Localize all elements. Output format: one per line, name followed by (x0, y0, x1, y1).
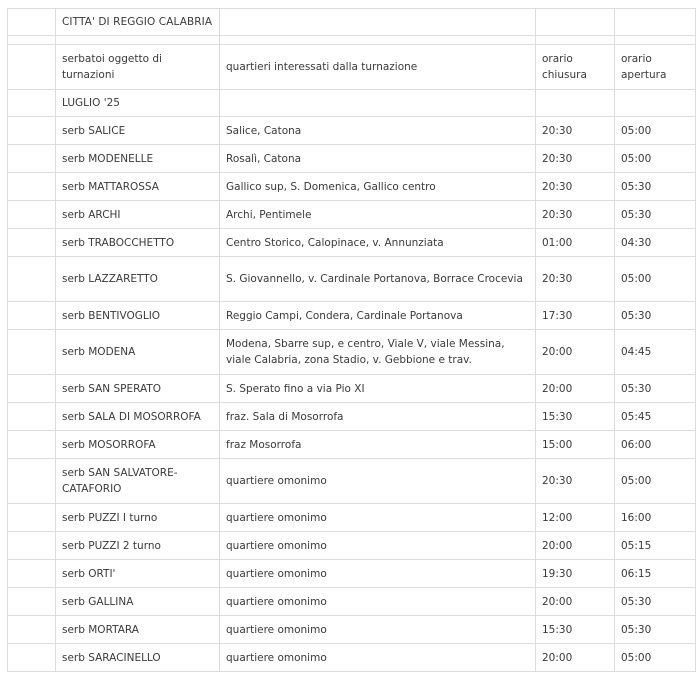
serbatoio-cell: serb MODENELLE (56, 145, 220, 173)
quartieri-cell: quartiere omonimo (220, 616, 536, 644)
month-row (8, 90, 696, 117)
table-row (8, 229, 696, 257)
quartieri-cell: quartiere omonimo (220, 588, 536, 616)
empty-cell (8, 644, 56, 672)
title-row (8, 9, 696, 36)
serbatoio-cell: serb SAN SALVATORE-CATAFORIO (56, 459, 220, 504)
empty-cell (8, 459, 56, 504)
table-row (8, 616, 696, 644)
quartieri-cell: quartiere omonimo (220, 459, 536, 504)
chiusura-cell: 15:30 (536, 616, 615, 644)
apertura-cell: 05:30 (615, 201, 696, 229)
serbatoio-cell: serb MOSORROFA (56, 431, 220, 459)
chiusura-cell: 20:30 (536, 173, 615, 201)
empty-cell (8, 504, 56, 532)
apertura-cell: 05:15 (615, 532, 696, 560)
table-row (8, 504, 696, 532)
table-row (8, 459, 696, 504)
table-row (8, 644, 696, 672)
schedule-table-wrapper (7, 8, 695, 672)
empty-cell (56, 36, 220, 45)
apertura-cell: 05:00 (615, 644, 696, 672)
empty-cell (8, 532, 56, 560)
chiusura-cell: 20:30 (536, 145, 615, 173)
quartieri-cell: Salice, Catona (220, 117, 536, 145)
serbatoio-cell: serb GALLINA (56, 588, 220, 616)
table-row (8, 257, 696, 302)
quartieri-cell: quartiere omonimo (220, 532, 536, 560)
header-serbatoi: serbatoi oggetto di turnazioni (56, 45, 220, 90)
chiusura-cell: 17:30 (536, 302, 615, 330)
empty-cell (8, 330, 56, 375)
table-row (8, 302, 696, 330)
chiusura-cell: 12:00 (536, 504, 615, 532)
quartieri-cell: Modena, Sbarre sup, e centro, Viale V, viale Messina, viale Calabria, zona Stadio, v. Gebbione e trav. (220, 330, 536, 375)
chiusura-cell: 20:00 (536, 375, 615, 403)
empty-cell (615, 90, 696, 117)
header-row (8, 45, 696, 90)
chiusura-cell: 20:00 (536, 532, 615, 560)
table-row (8, 330, 696, 375)
header-quartieri: quartieri interessati dalla turnazione (220, 45, 536, 90)
serbatoio-cell: serb TRABOCCHETTO (56, 229, 220, 257)
apertura-cell: 05:00 (615, 145, 696, 173)
chiusura-cell: 20:30 (536, 117, 615, 145)
serbatoio-cell: serb BENTIVOGLIO (56, 302, 220, 330)
empty-cell (8, 229, 56, 257)
quartieri-cell: quartiere omonimo (220, 504, 536, 532)
empty-cell (8, 36, 56, 45)
serbatoio-cell: serb ORTI' (56, 560, 220, 588)
apertura-cell: 05:30 (615, 616, 696, 644)
table-row (8, 201, 696, 229)
table-title: CITTA' DI REGGIO CALABRIA (56, 9, 220, 36)
table-row (8, 117, 696, 145)
month-label: LUGLIO '25 (56, 90, 220, 117)
empty-cell (8, 173, 56, 201)
empty-cell (536, 36, 615, 45)
table-row (8, 403, 696, 431)
empty-cell (220, 9, 536, 36)
apertura-cell: 05:45 (615, 403, 696, 431)
table-row (8, 145, 696, 173)
chiusura-cell: 20:30 (536, 201, 615, 229)
table-row (8, 532, 696, 560)
serbatoio-cell: serb SARACINELLO (56, 644, 220, 672)
serbatoio-cell: serb PUZZI 2 turno (56, 532, 220, 560)
serbatoio-cell: serb MORTARA (56, 616, 220, 644)
quartieri-cell: Centro Storico, Calopinace, v. Annunziata (220, 229, 536, 257)
apertura-cell: 05:30 (615, 173, 696, 201)
apertura-cell: 04:30 (615, 229, 696, 257)
quartieri-cell: fraz Mosorrofa (220, 431, 536, 459)
header-orario-chiusura: orario chiusura (536, 45, 615, 90)
empty-cell (8, 560, 56, 588)
quartieri-cell: Reggio Campi, Condera, Cardinale Portanova (220, 302, 536, 330)
chiusura-cell: 15:00 (536, 431, 615, 459)
empty-cell (8, 90, 56, 117)
chiusura-cell: 20:00 (536, 588, 615, 616)
serbatoio-cell: serb LAZZARETTO (56, 257, 220, 302)
table-row (8, 560, 696, 588)
empty-cell (8, 201, 56, 229)
table-row (8, 173, 696, 201)
table-row (8, 588, 696, 616)
empty-cell (8, 117, 56, 145)
empty-cell (8, 9, 56, 36)
empty-cell (8, 403, 56, 431)
empty-cell (615, 36, 696, 45)
table-row (8, 431, 696, 459)
serbatoio-cell: serb PUZZI I turno (56, 504, 220, 532)
apertura-cell: 05:00 (615, 257, 696, 302)
quartieri-cell: Archi, Pentimele (220, 201, 536, 229)
serbatoio-cell: serb ARCHI (56, 201, 220, 229)
apertura-cell: 05:00 (615, 117, 696, 145)
apertura-cell: 16:00 (615, 504, 696, 532)
chiusura-cell: 20:30 (536, 257, 615, 302)
serbatoio-cell: serb SAN SPERATO (56, 375, 220, 403)
quartieri-cell: quartiere omonimo (220, 644, 536, 672)
empty-cell (8, 588, 56, 616)
apertura-cell: 05:30 (615, 302, 696, 330)
empty-cell (8, 302, 56, 330)
quartieri-cell: quartiere omonimo (220, 560, 536, 588)
empty-cell (8, 145, 56, 173)
empty-cell (220, 36, 536, 45)
table-row (8, 375, 696, 403)
empty-cell (8, 431, 56, 459)
chiusura-cell: 20:00 (536, 644, 615, 672)
empty-cell (536, 9, 615, 36)
empty-cell (536, 90, 615, 117)
chiusura-cell: 20:30 (536, 459, 615, 504)
quartieri-cell: fraz. Sala di Mosorrofa (220, 403, 536, 431)
serbatoio-cell: serb MODENA (56, 330, 220, 375)
empty-cell (8, 375, 56, 403)
spacer-row (8, 36, 696, 45)
apertura-cell: 05:00 (615, 459, 696, 504)
quartieri-cell: S. Sperato fino a via Pio XI (220, 375, 536, 403)
empty-cell (8, 257, 56, 302)
serbatoio-cell: serb SALICE (56, 117, 220, 145)
chiusura-cell: 15:30 (536, 403, 615, 431)
apertura-cell: 06:15 (615, 560, 696, 588)
apertura-cell: 06:00 (615, 431, 696, 459)
chiusura-cell: 20:00 (536, 330, 615, 375)
empty-cell (220, 90, 536, 117)
apertura-cell: 05:30 (615, 375, 696, 403)
apertura-cell: 04:45 (615, 330, 696, 375)
water-rationing-table (7, 8, 696, 672)
quartieri-cell: Gallico sup, S. Domenica, Gallico centro (220, 173, 536, 201)
quartieri-cell: Rosalì, Catona (220, 145, 536, 173)
serbatoio-cell: serb MATTAROSSA (56, 173, 220, 201)
serbatoio-cell: serb SALA DI MOSORROFA (56, 403, 220, 431)
chiusura-cell: 19:30 (536, 560, 615, 588)
empty-cell (615, 9, 696, 36)
quartieri-cell: S. Giovannello, v. Cardinale Portanova, Borrace Crocevia (220, 257, 536, 302)
chiusura-cell: 01:00 (536, 229, 615, 257)
empty-cell (8, 616, 56, 644)
apertura-cell: 05:30 (615, 588, 696, 616)
empty-cell (8, 45, 56, 90)
header-orario-apertura: orario apertura (615, 45, 696, 90)
